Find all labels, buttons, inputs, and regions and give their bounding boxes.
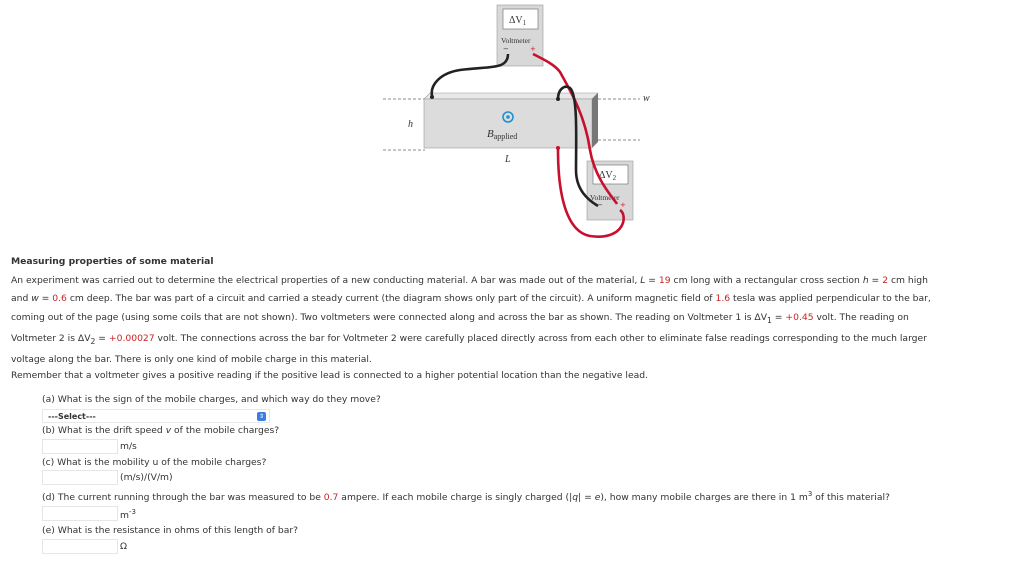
problem-title: Measuring properties of some material bbox=[11, 256, 214, 267]
problem-line-4: Voltmeter 2 is $\Delta V_2 = +0.00027$ volt. The connections across the bar for Voltmeter 2 were carefully placed directly across from each other to eliminate false readings corresponding to the much larger bbox=[11, 332, 927, 346]
wire-v1-negative bbox=[432, 54, 508, 96]
problem-line-1: An experiment was carried out to determine the electrical properties of a new conducting material. A bar was made out of the material, L = 19 cm long with a rectangular cross section h = 2 cm high bbox=[11, 274, 928, 286]
question-c: (c) What is the mobility u of the mobile charges? bbox=[42, 457, 267, 468]
problem-line-5: voltage along the bar. There is only one kind of mobile charge in this material. bbox=[11, 354, 372, 366]
voltmeter-2-plus: + bbox=[620, 201, 626, 209]
L-label: L bbox=[505, 154, 511, 165]
problem-statement bbox=[11, 253, 1016, 370]
b-label: B bbox=[487, 128, 494, 140]
mobility-unit: (m/s)/(V/m) bbox=[120, 472, 173, 483]
resistance-unit: Ω bbox=[120, 541, 128, 552]
contact-3 bbox=[556, 146, 560, 150]
voltmeter-2-minus: − bbox=[597, 201, 603, 209]
question-a: (a) What is the sign of the mobile charges, and which way do they move? bbox=[42, 394, 381, 405]
select-arrows-icon: ⇕ bbox=[258, 413, 265, 420]
question-b: (b) What is the drift speed v of the mobile charges? bbox=[42, 425, 280, 436]
question-e: (e) What is the resistance in ohms of this length of bar? bbox=[42, 525, 299, 536]
voltmeter-1-name: Voltmeter bbox=[501, 36, 531, 45]
mobility-input[interactable] bbox=[42, 470, 118, 485]
voltmeter-1-minus: − bbox=[503, 45, 509, 53]
drift-speed-unit: m/s bbox=[120, 441, 137, 452]
question-d: (d) The current running through the bar was measured to be 0.7 ampere. If each mobile charge is singly charged (|q| = e), how many mobile charges are there in 1 $m^3$ of this material? bbox=[42, 490, 890, 504]
drift-speed-input[interactable] bbox=[42, 439, 118, 454]
resistance-input[interactable] bbox=[42, 539, 118, 554]
charge-density-unit: $m^{-3}$ bbox=[120, 508, 136, 522]
circuit-diagram bbox=[0, 0, 1024, 248]
remember-note: Remember that a voltmeter gives a positive reading if the positive lead is connected to a higher potential location than the negative lead. bbox=[11, 370, 649, 381]
voltmeter-1-sub: 1 bbox=[522, 19, 527, 27]
b-sub: applied bbox=[493, 132, 518, 141]
contact-2 bbox=[556, 97, 560, 101]
bar-side-face bbox=[592, 93, 598, 148]
voltmeter-2-name: Voltmeter bbox=[590, 193, 620, 202]
problem-line-3: coming out of the page (using some coils that are not shown). Two voltmeters were connected along and across the bar as shown. The reading on Voltmeter 1 is $\Delta V_1 = +0.45$ volt. The reading on bbox=[11, 311, 909, 325]
voltmeter-2-sub: 2 bbox=[612, 174, 617, 182]
sign-direction-select[interactable] bbox=[42, 409, 270, 423]
select-value: ---Select--- bbox=[48, 412, 96, 421]
voltmeter-2-label: ΔV bbox=[599, 170, 613, 181]
contact-1 bbox=[430, 95, 434, 99]
b-field-dot bbox=[506, 115, 510, 119]
voltmeter-1-label: ΔV bbox=[509, 15, 523, 26]
h-label: h bbox=[408, 119, 413, 130]
voltmeter-1-plus: + bbox=[530, 45, 536, 53]
charge-density-input[interactable] bbox=[42, 506, 118, 521]
w-label: w bbox=[643, 93, 650, 104]
problem-line-2: and w = 0.6 cm deep. The bar was part of a circuit and carried a steady current (the diagram shows only part of the circuit). A uniform magnetic field of 1.6 tesla was applied perpendicular to the bar, bbox=[11, 293, 931, 304]
